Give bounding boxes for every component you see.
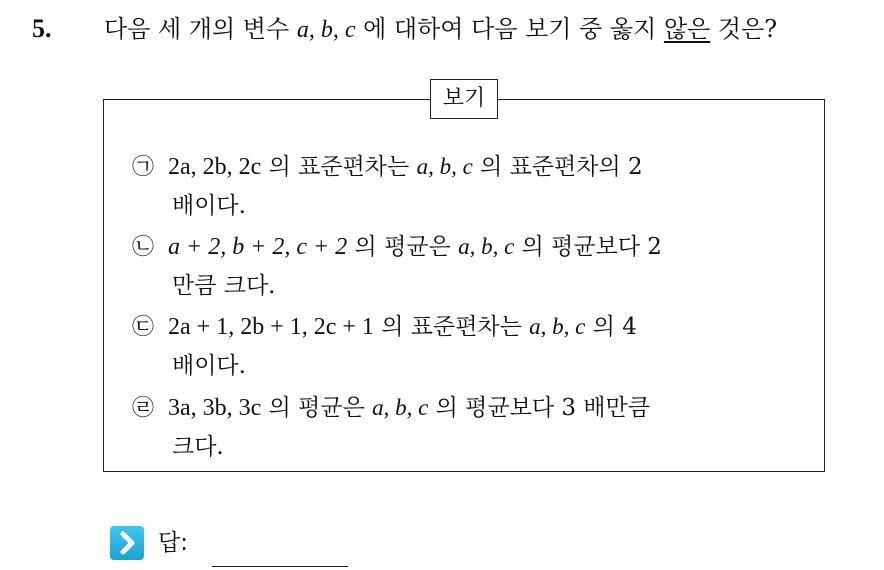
item-variables: a, b, c	[458, 234, 515, 259]
item-expression: 2a, 2b, 2c	[168, 154, 262, 180]
item-expression: a + 2, b + 2, c + 2	[168, 234, 348, 260]
item-marker: ㉢	[132, 315, 155, 340]
item-text-tail: 의 4	[585, 314, 637, 340]
item-expression: 2a + 1, 2b + 1, 2c + 1	[168, 314, 374, 340]
question-text-middle: 에 대하여 다음 보기 중 옳지	[355, 15, 664, 43]
bogi-item-3	[132, 308, 782, 385]
question-text-start: 다음 세 개의 변수	[104, 15, 297, 43]
item-variables: a, b, c	[529, 314, 586, 339]
item-marker: ㉣	[132, 396, 155, 421]
item-expression: 3a, 3b, 3c	[168, 395, 262, 421]
question-variables: a, b, c	[296, 17, 356, 43]
bogi-box-title: 보기	[430, 79, 498, 119]
answer-blank-line[interactable]	[212, 566, 348, 567]
question-number: 5.	[32, 14, 52, 43]
item-text-tail: 의 평균보다 2	[514, 234, 662, 260]
item-text-line2: 배이다.	[172, 353, 246, 379]
item-text: 의 평균은	[347, 234, 459, 260]
item-variables: a, b, c	[372, 395, 429, 420]
item-marker: ㉠	[132, 155, 155, 180]
item-text-line2: 크다.	[172, 434, 224, 460]
arrow-right-icon	[110, 526, 144, 560]
item-text-line2: 배이다.	[172, 193, 246, 219]
answer-label: 답:	[158, 530, 188, 556]
question-text	[104, 12, 777, 47]
item-variables: a, b, c	[416, 154, 473, 179]
item-text: 의 표준편차는	[261, 154, 417, 180]
question-text-end: 것은?	[710, 15, 778, 43]
item-text-tail: 의 평균보다 3 배만큼	[428, 395, 650, 421]
bogi-item-1	[132, 148, 782, 225]
bogi-item-4	[132, 389, 782, 466]
bogi-item-2	[132, 228, 782, 305]
item-text-tail: 의 표준편차의 2	[472, 154, 643, 180]
item-marker: ㉡	[132, 235, 155, 260]
item-text: 의 표준편차는	[373, 314, 530, 340]
item-text: 의 평균은	[261, 395, 373, 421]
question-underlined-word: 않은	[663, 15, 711, 43]
item-text-line2: 만큼 크다.	[172, 273, 276, 299]
